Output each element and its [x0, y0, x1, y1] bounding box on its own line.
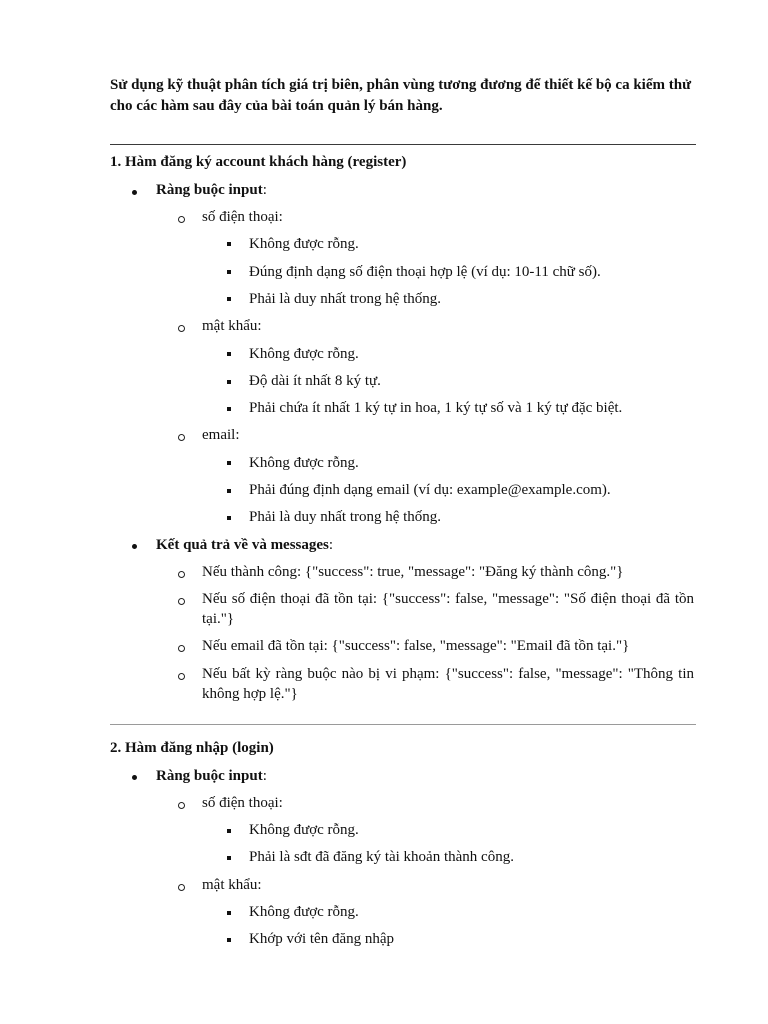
bullet-circle-icon [178, 645, 185, 652]
bullet-disc-icon [132, 544, 137, 549]
list-item: Phải là sđt đã đăng ký tài khoản thành công. [249, 849, 514, 865]
bullet-circle-icon [178, 216, 185, 223]
phone-label: số điện thoại: [202, 795, 283, 811]
password-label: mật khẩu: [202, 318, 262, 334]
result-item: Nếu thành công: {"success": true, "message": "Đăng ký thành công."} [202, 564, 624, 580]
list-item: Phải là duy nhất trong hệ thống. [249, 509, 442, 525]
list-item: Không được rỗng. [249, 455, 359, 471]
list-item: Phải chứa ít nhất 1 ký tự in hoa, 1 ký tự số và 1 ký tự đặc biệt. [249, 400, 623, 416]
password-label: mật khẩu: [202, 877, 262, 893]
bullet-square-icon [227, 407, 231, 411]
bullet-square-icon [227, 829, 231, 833]
result-item: Nếu số điện thoại đã tồn tại: {"success": false, "message": "Số điện thoại đã tồn tại."} [202, 591, 694, 627]
intro-paragraph: Sử dụng kỹ thuật phân tích giá trị biên, phân vùng tương đương để thiết kế bộ ca kiểm thử cho các hàm sau đây của bài toán quản lý bán hàng. [110, 77, 692, 114]
result-item: Nếu bất kỳ ràng buộc nào bị vi phạm: {"success": false, "message": "Thông tin không hợp lệ."} [202, 666, 694, 702]
result-item: Nếu email đã tồn tại: {"success": false, "message": "Email đã tồn tại."} [202, 638, 630, 654]
list-item: Không được rỗng. [249, 236, 359, 252]
list-item: Không được rỗng. [249, 904, 359, 920]
bullet-circle-icon [178, 598, 185, 605]
results-heading: Kết quả trả về và messages: [156, 537, 334, 553]
bullet-circle-icon [178, 571, 185, 578]
bullet-square-icon [227, 516, 231, 520]
bullet-disc-icon [132, 775, 137, 780]
bullet-square-icon [227, 489, 231, 493]
list-item: Không được rỗng. [249, 822, 359, 838]
bullet-square-icon [227, 461, 231, 465]
list-item: Phải đúng định dạng email (ví dụ: example@example.com). [249, 482, 611, 498]
section-1-title: 1. Hàm đăng ký account khách hàng (register) [110, 154, 407, 170]
phone-label: số điện thoại: [202, 209, 283, 225]
bullet-square-icon [227, 380, 231, 384]
bullet-disc-icon [132, 190, 137, 195]
constraints-heading: Ràng buộc input: [156, 768, 267, 784]
horizontal-rule [110, 724, 696, 725]
bullet-circle-icon [178, 325, 185, 332]
bullet-square-icon [227, 938, 231, 942]
section-2-title: 2. Hàm đăng nhập (login) [110, 740, 274, 756]
list-item: Khớp với tên đăng nhập [249, 931, 395, 947]
bullet-square-icon [227, 242, 231, 246]
list-item: Không được rỗng. [249, 346, 359, 362]
bullet-square-icon [227, 352, 231, 356]
bullet-square-icon [227, 856, 231, 860]
email-label: email: [202, 427, 240, 443]
constraints-heading: Ràng buộc input: [156, 182, 267, 198]
horizontal-rule [110, 144, 696, 145]
list-item: Độ dài ít nhất 8 ký tự. [249, 373, 381, 389]
bullet-square-icon [227, 297, 231, 301]
bullet-circle-icon [178, 802, 185, 809]
bullet-square-icon [227, 270, 231, 274]
bullet-square-icon [227, 911, 231, 915]
bullet-circle-icon [178, 434, 185, 441]
bullet-circle-icon [178, 673, 185, 680]
list-item: Phải là duy nhất trong hệ thống. [249, 291, 442, 307]
list-item: Đúng định dạng số điện thoại hợp lệ (ví dụ: 10-11 chữ số). [249, 264, 601, 280]
bullet-circle-icon [178, 884, 185, 891]
